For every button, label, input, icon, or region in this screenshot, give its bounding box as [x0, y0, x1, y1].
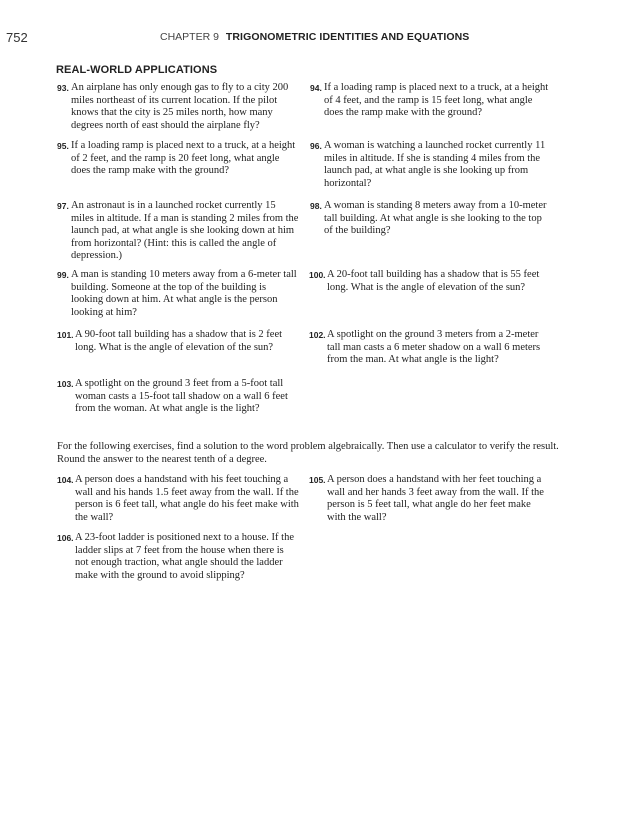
- exercise-103: [57, 378, 299, 416]
- exercise-106: [57, 532, 299, 582]
- exercise-instructions: For the following exercises, find a solution to the word problem algebraically. Then use a calculator to verify the result. Round the answer to the nearest tenth of a degree.: [57, 441, 559, 465]
- section-heading: REAL-WORLD APPLICATIONS: [56, 64, 218, 76]
- exercise-number: 100.: [309, 270, 326, 280]
- page-number: 752: [6, 30, 28, 45]
- chapter-header: [160, 31, 469, 43]
- exercise-104: [57, 474, 299, 524]
- exercise-text: A woman is watching a launched rocket currently 11 miles in altitude. If she is standing 4 miles from the launch pad, at what angle is she looking up from horizontal?: [324, 140, 546, 189]
- exercise-number: 94.: [310, 83, 322, 93]
- exercise-100: [309, 269, 551, 294]
- exercise-number: 97.: [57, 201, 69, 211]
- exercise-text: If a loading ramp is placed next to a truck, at a height of 2 feet, and the ramp is 20 feet long, what angle does the ramp make with the ground?: [71, 140, 296, 177]
- exercise-text: An airplane has only enough gas to fly to a city 200 miles northeast of its current location. If the pilot knows that the city is 25 miles north, how many degrees north of east should the airplane fly?: [71, 82, 289, 131]
- exercise-number: 95.: [57, 141, 69, 151]
- exercise-text: An astronaut is in a launched rocket currently 15 miles in altitude. If a man is standing 2 miles from the launch pad, at what angle is she looking down at him from horizontal? (Hint: this is called the angle of depression.): [71, 200, 299, 262]
- exercise-text: A spotlight on the ground 3 meters from a 2-meter tall man casts a 6 meter shadow on a wall 6 meters from the man. At what angle is the light?: [327, 329, 541, 366]
- exercise-95: [57, 140, 299, 178]
- exercise-97: [57, 200, 299, 263]
- exercise-number: 106.: [57, 533, 74, 543]
- exercise-number: 93.: [57, 83, 69, 93]
- exercise-number: 105.: [309, 475, 326, 485]
- exercise-96: [310, 140, 552, 190]
- exercise-number: 96.: [310, 141, 322, 151]
- exercise-text: A man is standing 10 meters away from a 6-meter tall building. Someone at the top of the building is looking down at him. At what angle is the person looking at him?: [71, 269, 297, 318]
- exercise-text: A 90-foot tall building has a shadow that is 2 feet long. What is the angle of elevation of the sun?: [75, 329, 283, 353]
- exercise-101: [57, 329, 299, 354]
- exercise-number: 99.: [57, 270, 69, 280]
- exercise-number: 98.: [310, 201, 322, 211]
- exercise-93: [57, 82, 299, 132]
- exercise-text: A person does a handstand with her feet touching a wall and her hands 3 feet away from the wall. If the person is 5 feet tall, what angle do her feet make with the wall?: [327, 474, 544, 523]
- exercise-text: A person does a handstand with his feet touching a wall and his hands 1.5 feet away from the wall. If the person is 6 feet tall, what angle do his feet make with the wall?: [75, 474, 299, 523]
- exercise-102: [309, 329, 551, 367]
- exercise-99: [57, 269, 299, 319]
- exercise-text: A spotlight on the ground 3 feet from a 5-foot tall woman casts a 15-foot tall shadow on a wall 6 feet from the woman. At what angle is the light?: [75, 378, 288, 415]
- exercise-text: A 20-foot tall building has a shadow that is 55 feet long. What is the angle of elevation of the sun?: [327, 269, 540, 293]
- exercise-98: [310, 200, 552, 238]
- exercise-number: 101.: [57, 330, 74, 340]
- exercise-105: [309, 474, 551, 524]
- exercise-94: [310, 82, 552, 120]
- exercise-text: A woman is standing 8 meters away from a 10-meter tall building. At what angle is she looking to the top of the building?: [324, 200, 547, 237]
- exercise-number: 104.: [57, 475, 74, 485]
- exercise-text: A 23-foot ladder is positioned next to a house. If the ladder slips at 7 feet from the house when there is not enough traction, what angle should the ladder make with the ground to avoid slipping?: [75, 532, 294, 581]
- exercise-text: If a loading ramp is placed next to a truck, at a height of 4 feet, and the ramp is 15 feet long, what angle does the ramp make with the ground?: [324, 82, 549, 119]
- chapter-number: CHAPTER 9: [160, 31, 219, 43]
- exercise-number: 102.: [309, 330, 326, 340]
- exercise-number: 103.: [57, 379, 74, 389]
- chapter-title: TRIGONOMETRIC IDENTITIES AND EQUATIONS: [225, 31, 470, 43]
